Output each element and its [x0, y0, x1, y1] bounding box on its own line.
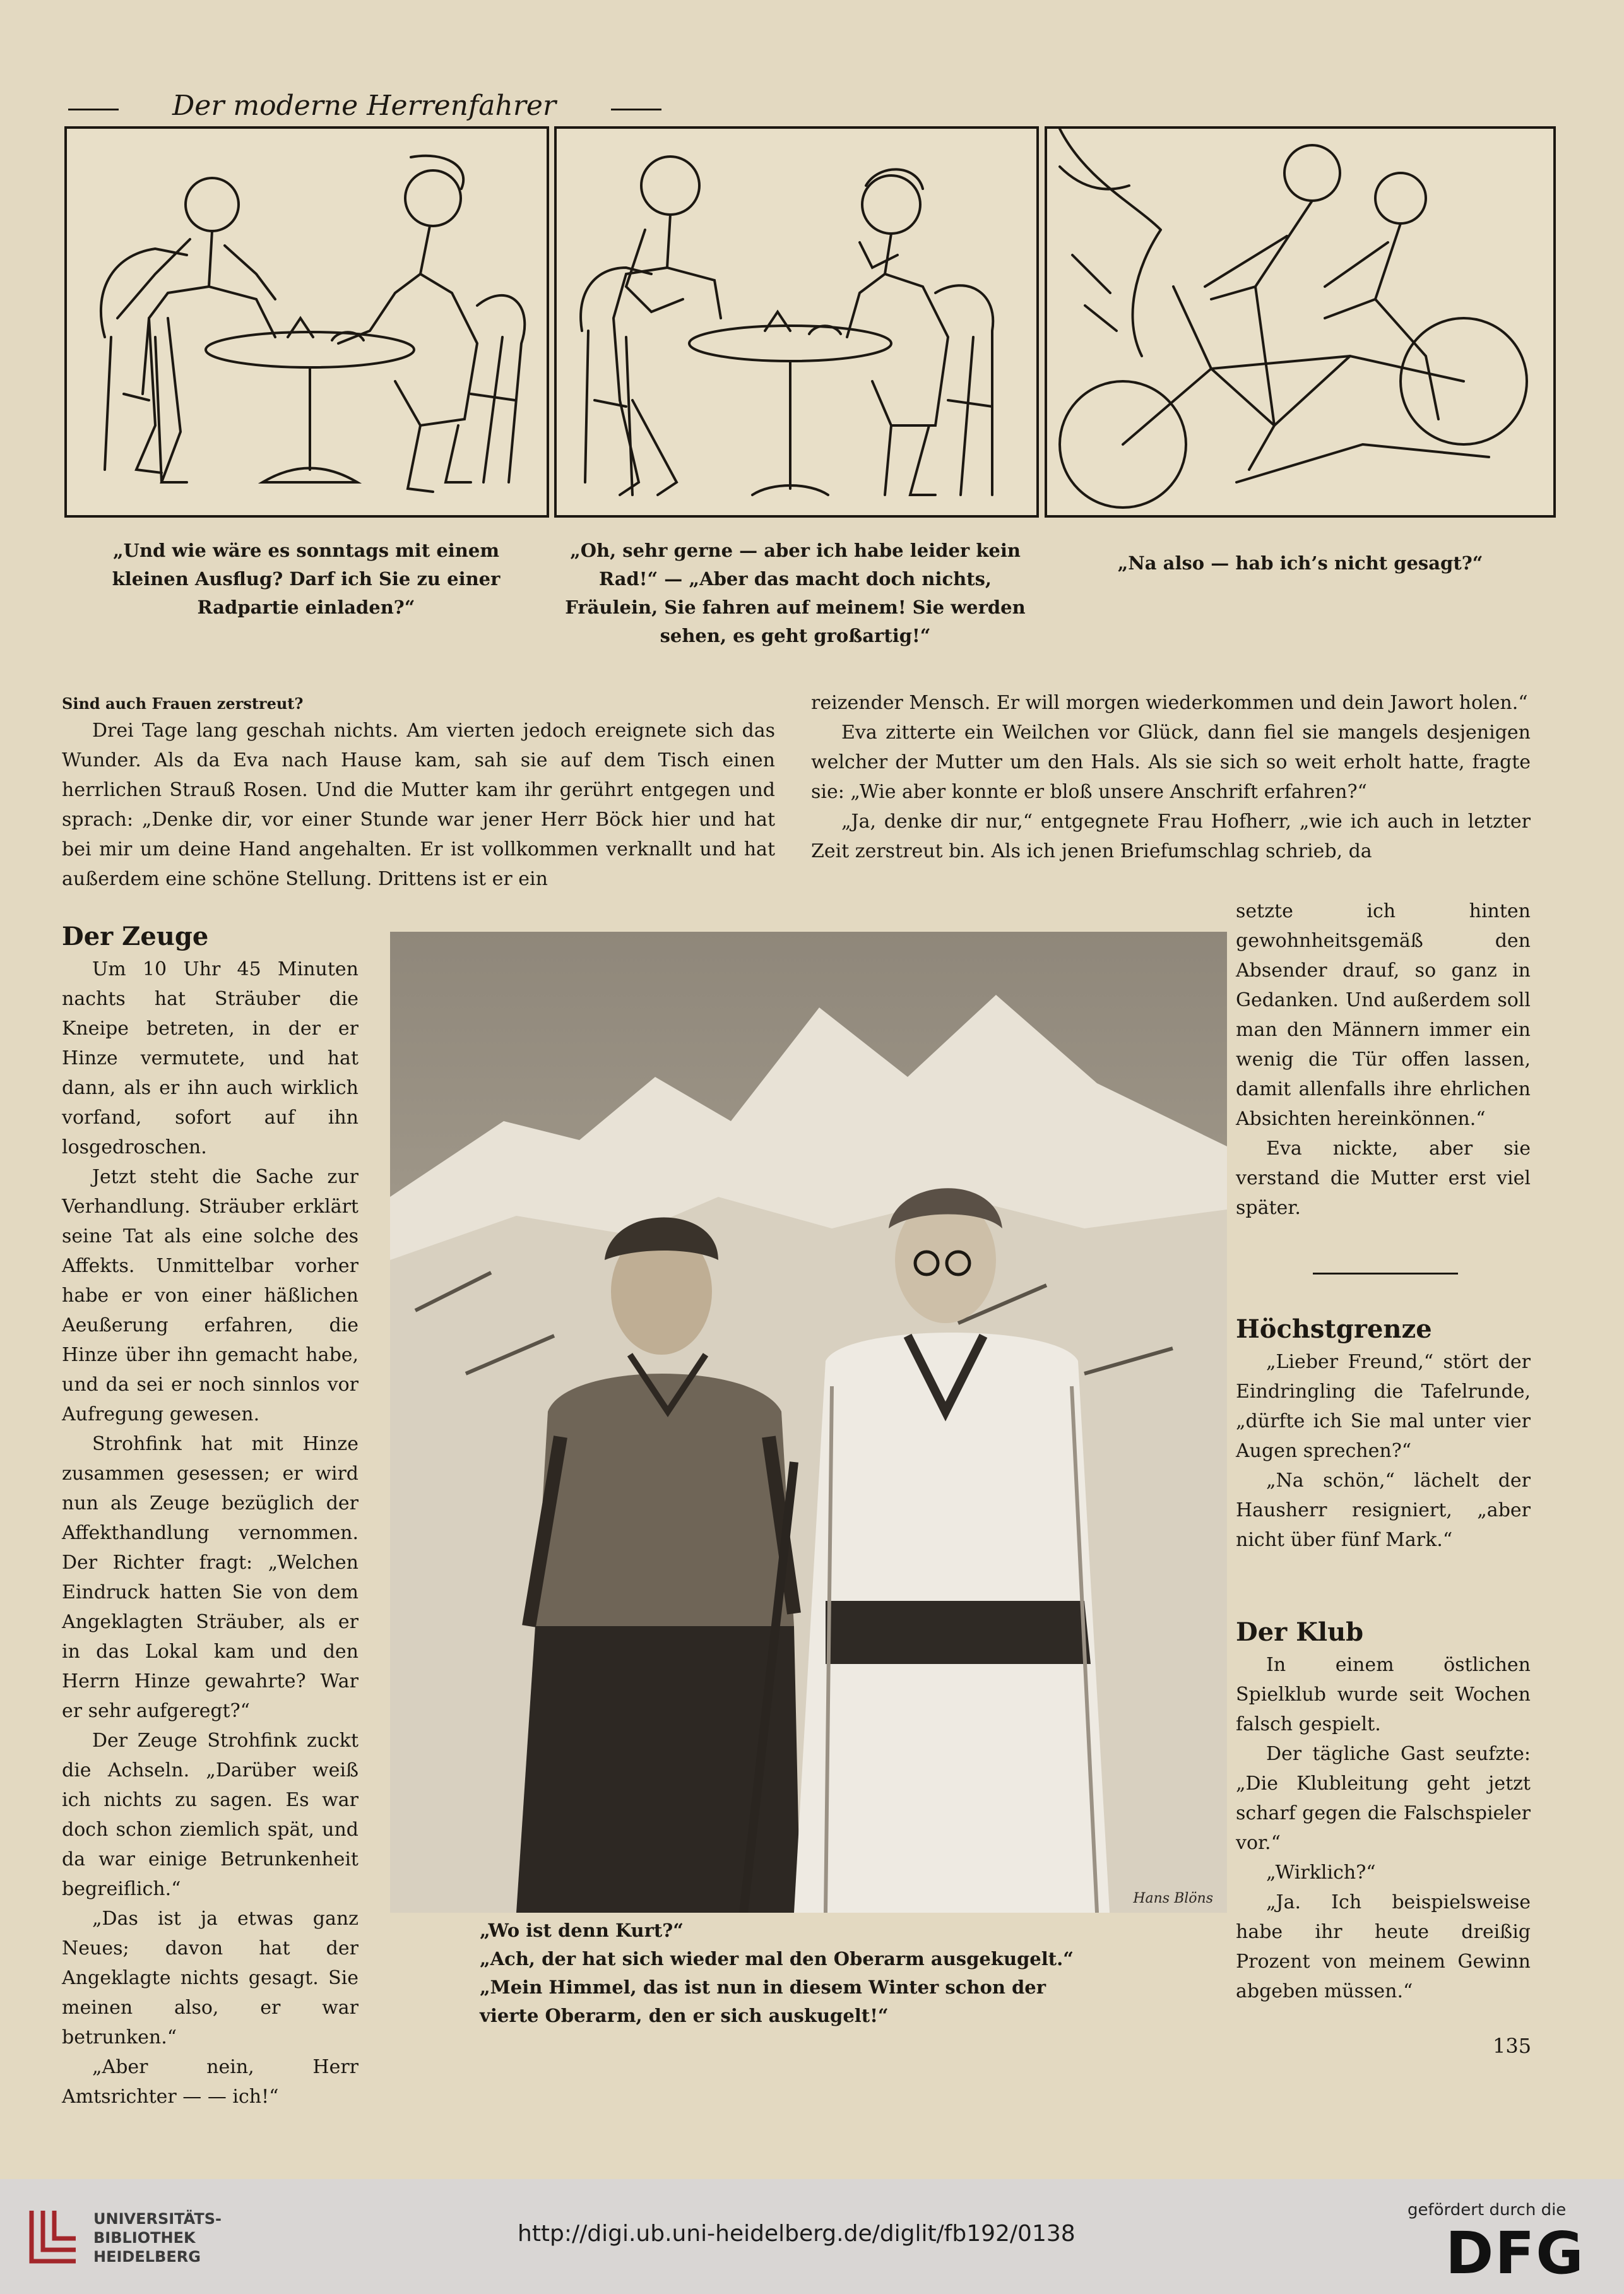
library-name: UNIVERSITÄTS- BIBLIOTHEK HEIDELBERG [93, 2210, 222, 2266]
ski-women-illustration [390, 932, 1227, 1913]
klub-paragraph: „Ja. Ich beispielsweise habe ihr heute dreißig Prozent von meinem Gewinn abgeben müssen.“ [1236, 1891, 1531, 2002]
dfg-logo: DFG [1445, 2220, 1585, 2287]
story-paragraph: Eva nickte, aber sie verstand die Mutter erst viel später. [1236, 1138, 1531, 1219]
comic-caption-3: „Na also — hab ich’s nicht gesagt?“ [1117, 552, 1483, 574]
zeuge-paragraph: Jetzt steht die Sache zur Verhandlung. Sträuber erklärt seine Tat als eine solche des Affekts. Unmittelbar vorher habe er von einer häßlichen Aeußerung erfahren, die Hinze über ihn gemacht habe, und da sei er noch sinnlos vor Aufregung gewesen. [62, 1166, 359, 1425]
cafe-couple-illustration [67, 129, 547, 515]
illustration-caption-line: „Wo ist denn Kurt?“ [480, 1920, 684, 1941]
hoechst-title: Höchstgrenze [1236, 1314, 1432, 1344]
page-number: 135 [1493, 2034, 1532, 2058]
zeuge-section [62, 919, 359, 2112]
comic-caption-2: „Oh, sehr gerne — aber ich habe leider kein Rad!“ — „Aber das macht doch nichts, Fräulein, Sie fahren auf meinem! Sie werden sehen, es geht großartig!“ [565, 540, 1026, 646]
story-left-column [62, 716, 775, 894]
comic-title: Der moderne Herrenfahrer [68, 90, 661, 128]
artist-signature: Hans Blöns [1133, 1891, 1213, 1906]
illustration-caption-line: „Ach, der hat sich wieder mal den Oberarm ausgekugelt.“ [480, 1948, 1074, 1970]
klub-paragraph: „Wirklich?“ [1266, 1862, 1376, 1884]
comic-panel-3 [1045, 126, 1556, 518]
hoechst-paragraph: „Na schön,“ lächelt der Hausherr resigniert, „aber nicht über fünf Mark.“ [1236, 1470, 1531, 1551]
klub-paragraph: Der tägliche Gast seufzte: „Die Klubleitung geht jetzt scharf gegen die Falschspieler vor.“ [1236, 1743, 1531, 1854]
zeuge-paragraph: Um 10 Uhr 45 Minuten nachts hat Sträuber die Kneipe betreten, in der er Hinze vermutete, und hat dann, als er ihn auch wirklich vorfand, sofort auf ihn losgedroschen. [62, 958, 359, 1158]
illustration-captions [480, 1917, 1111, 2030]
zeuge-paragraph: Der Zeuge Strohfink zuckt die Achseln. „Darüber weiß ich nichts zu sagen. Es war doch schon ziemlich spät, und da war einige Betrunkenheit begreiflich.“ [62, 1730, 359, 1900]
story-subhead: Sind auch Frauen zerstreut? [62, 694, 304, 713]
zeuge-title: Der Zeuge [62, 922, 209, 951]
illustration-caption-line: „Mein Himmel, das ist nun in diesem Winter schon der vierte Oberarm, den er sich auskugelt!“ [480, 1976, 1046, 2026]
comic-panel-2 [554, 126, 1039, 518]
comic-caption-1: „Und wie wäre es sonntags mit einem kleinen Ausflug? Darf ich Sie zu einer Radpartie einladen?“ [112, 540, 501, 618]
cafe-conversation-illustration [557, 129, 1036, 515]
story-paragraph: Drei Tage lang geschah nichts. Am vierten jedoch ereignete sich das Wunder. Als da Eva nach Hause kam, sah sie auf dem Tisch einen herrlichen Strauß Rosen. Und die Mutter kam ihr gerührt entgegen und sprach: „Denke dir, vor einer Stunde war jener Herr Böck hier und hat bei mir um deine Hand angehalten. Er ist vollkommen verknallt und hat außerdem eine schöne Stellung. Drittens ist er ein [62, 720, 775, 890]
story-paragraph: „Ja, denke dir nur,“ entgegnete Frau Hofherr, „wie ich auch in letzter Zeit zerstreut bin. Als ich jenen Briefumschlag schrieb, da [811, 811, 1531, 862]
story-paragraph: reizender Mensch. Er will morgen wiederkommen und dein Jawort holen.“ [811, 692, 1528, 714]
permalink-url[interactable]: http://digi.ub.uni-heidelberg.de/diglit/fb192/0138 [518, 2221, 1076, 2247]
zeuge-paragraph: Strohfink hat mit Hinze zusammen gesessen; er wird nun als Zeuge bezüglich der Affekthandlung vernommen. Der Richter fragt: „Welchen Eindruck hatten Sie von dem Angeklagten Sträuber, als er in das Lokal kam und den Herrn Hinze gewahrte? War er sehr aufgeregt?“ [62, 1433, 359, 1722]
zeuge-paragraph: „Aber nein, Herr Amtsrichter — — ich!“ [62, 2056, 359, 2108]
klub-title: Der Klub [1236, 1617, 1364, 1647]
story-continuation [1236, 896, 1531, 1223]
story-right-column [811, 688, 1531, 866]
hoechst-paragraph: „Lieber Freund,“ stört der Eindringling die Tafelrunde, „dürfte ich Sie mal unter vier Augen sprechen?“ [1236, 1351, 1531, 1462]
klub-section [1236, 1615, 1531, 2006]
library-logo-icon [25, 2204, 82, 2267]
comic-panel-1 [64, 126, 549, 518]
story-paragraph: Eva zitterte ein Weilchen vor Glück, dann fiel sie mangels desjenigen welcher der Mutter um den Hals. Als sie sich so weit erholt hatte, fragte sie: „Wie aber konnte er bloß unsere Anschrift erfahren?“ [811, 722, 1531, 803]
story-paragraph: setzte ich hinten gewohnheitsgemäß den Absender drauf, so ganz in Gedanken. Und außerdem soll man den Männern immer ein wenig die Tür offen lassen, damit allenfalls ihre ehrlichen Absichten hereinkönnen.“ [1236, 900, 1531, 1130]
klub-paragraph: In einem östlichen Spielklub wurde seit Wochen falsch gespielt. [1236, 1654, 1531, 1735]
mountain-scene [390, 932, 1227, 1913]
tandem-bicycle-illustration [1047, 129, 1553, 515]
digitization-footer [0, 2179, 1624, 2294]
hoechst-section [1236, 1312, 1531, 1555]
section-divider [1313, 1273, 1458, 1275]
funded-by-label: gefördert durch die [1408, 2201, 1567, 2220]
zeuge-paragraph: „Das ist ja etwas ganz Neues; davon hat der Angeklagte nichts gesagt. Sie meinen also, er war betrunken.“ [62, 1908, 359, 2048]
